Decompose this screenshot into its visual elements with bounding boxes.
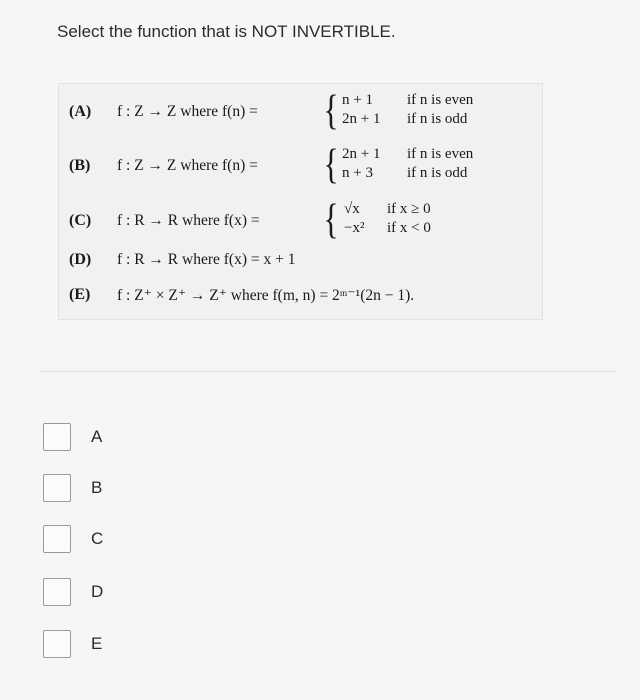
choice-letter: (B): [69, 157, 91, 174]
answer-label[interactable]: A: [91, 427, 103, 446]
left-brace-icon: {: [323, 197, 339, 243]
answer-label[interactable]: D: [91, 582, 104, 601]
case-condition: if n is even: [407, 146, 474, 162]
choices-panel: [58, 83, 543, 320]
choice-definition: f : Z → Z where f(n) =: [117, 103, 258, 120]
question-title: Select the function that is NOT INVERTIBLE.: [57, 22, 396, 41]
choice-definition: f : R → R where f(x) = x + 1: [117, 251, 296, 268]
case-expr: −x²: [344, 220, 365, 236]
checkbox[interactable]: [43, 474, 71, 502]
checkbox[interactable]: [43, 630, 71, 658]
left-brace-icon: {: [323, 88, 339, 134]
choice-definition: f : R → R where f(x) =: [117, 212, 260, 229]
case-condition: if x < 0: [387, 220, 431, 236]
case-expr: n + 1: [342, 92, 373, 108]
choice-letter: (C): [69, 212, 92, 229]
case-condition: if x ≥ 0: [387, 201, 431, 217]
checkbox[interactable]: [43, 525, 71, 553]
case-expr: √x: [344, 201, 360, 217]
choice-definition: f : Z → Z where f(n) =: [117, 157, 258, 174]
answer-label[interactable]: C: [91, 529, 104, 548]
case-expr: 2n + 1: [342, 111, 381, 127]
choice-letter: (A): [69, 103, 92, 120]
checkbox[interactable]: [43, 423, 71, 451]
choice-definition: f : Z⁺ × Z⁺ → Z⁺ where f(m, n) = 2ᵐ⁻¹(2n − 1).: [117, 287, 415, 304]
case-condition: if n is odd: [407, 111, 468, 127]
answer-label[interactable]: B: [91, 478, 103, 497]
section-divider: [40, 371, 616, 372]
choice-letter: (E): [69, 286, 91, 303]
choice-letter: (D): [69, 251, 92, 268]
case-expr: 2n + 1: [342, 146, 381, 162]
left-brace-icon: {: [323, 142, 339, 188]
case-condition: if n is odd: [407, 165, 468, 181]
case-condition: if n is even: [407, 92, 474, 108]
checkbox[interactable]: [43, 578, 71, 606]
case-expr: n + 3: [342, 165, 373, 181]
answer-label[interactable]: E: [91, 634, 103, 653]
